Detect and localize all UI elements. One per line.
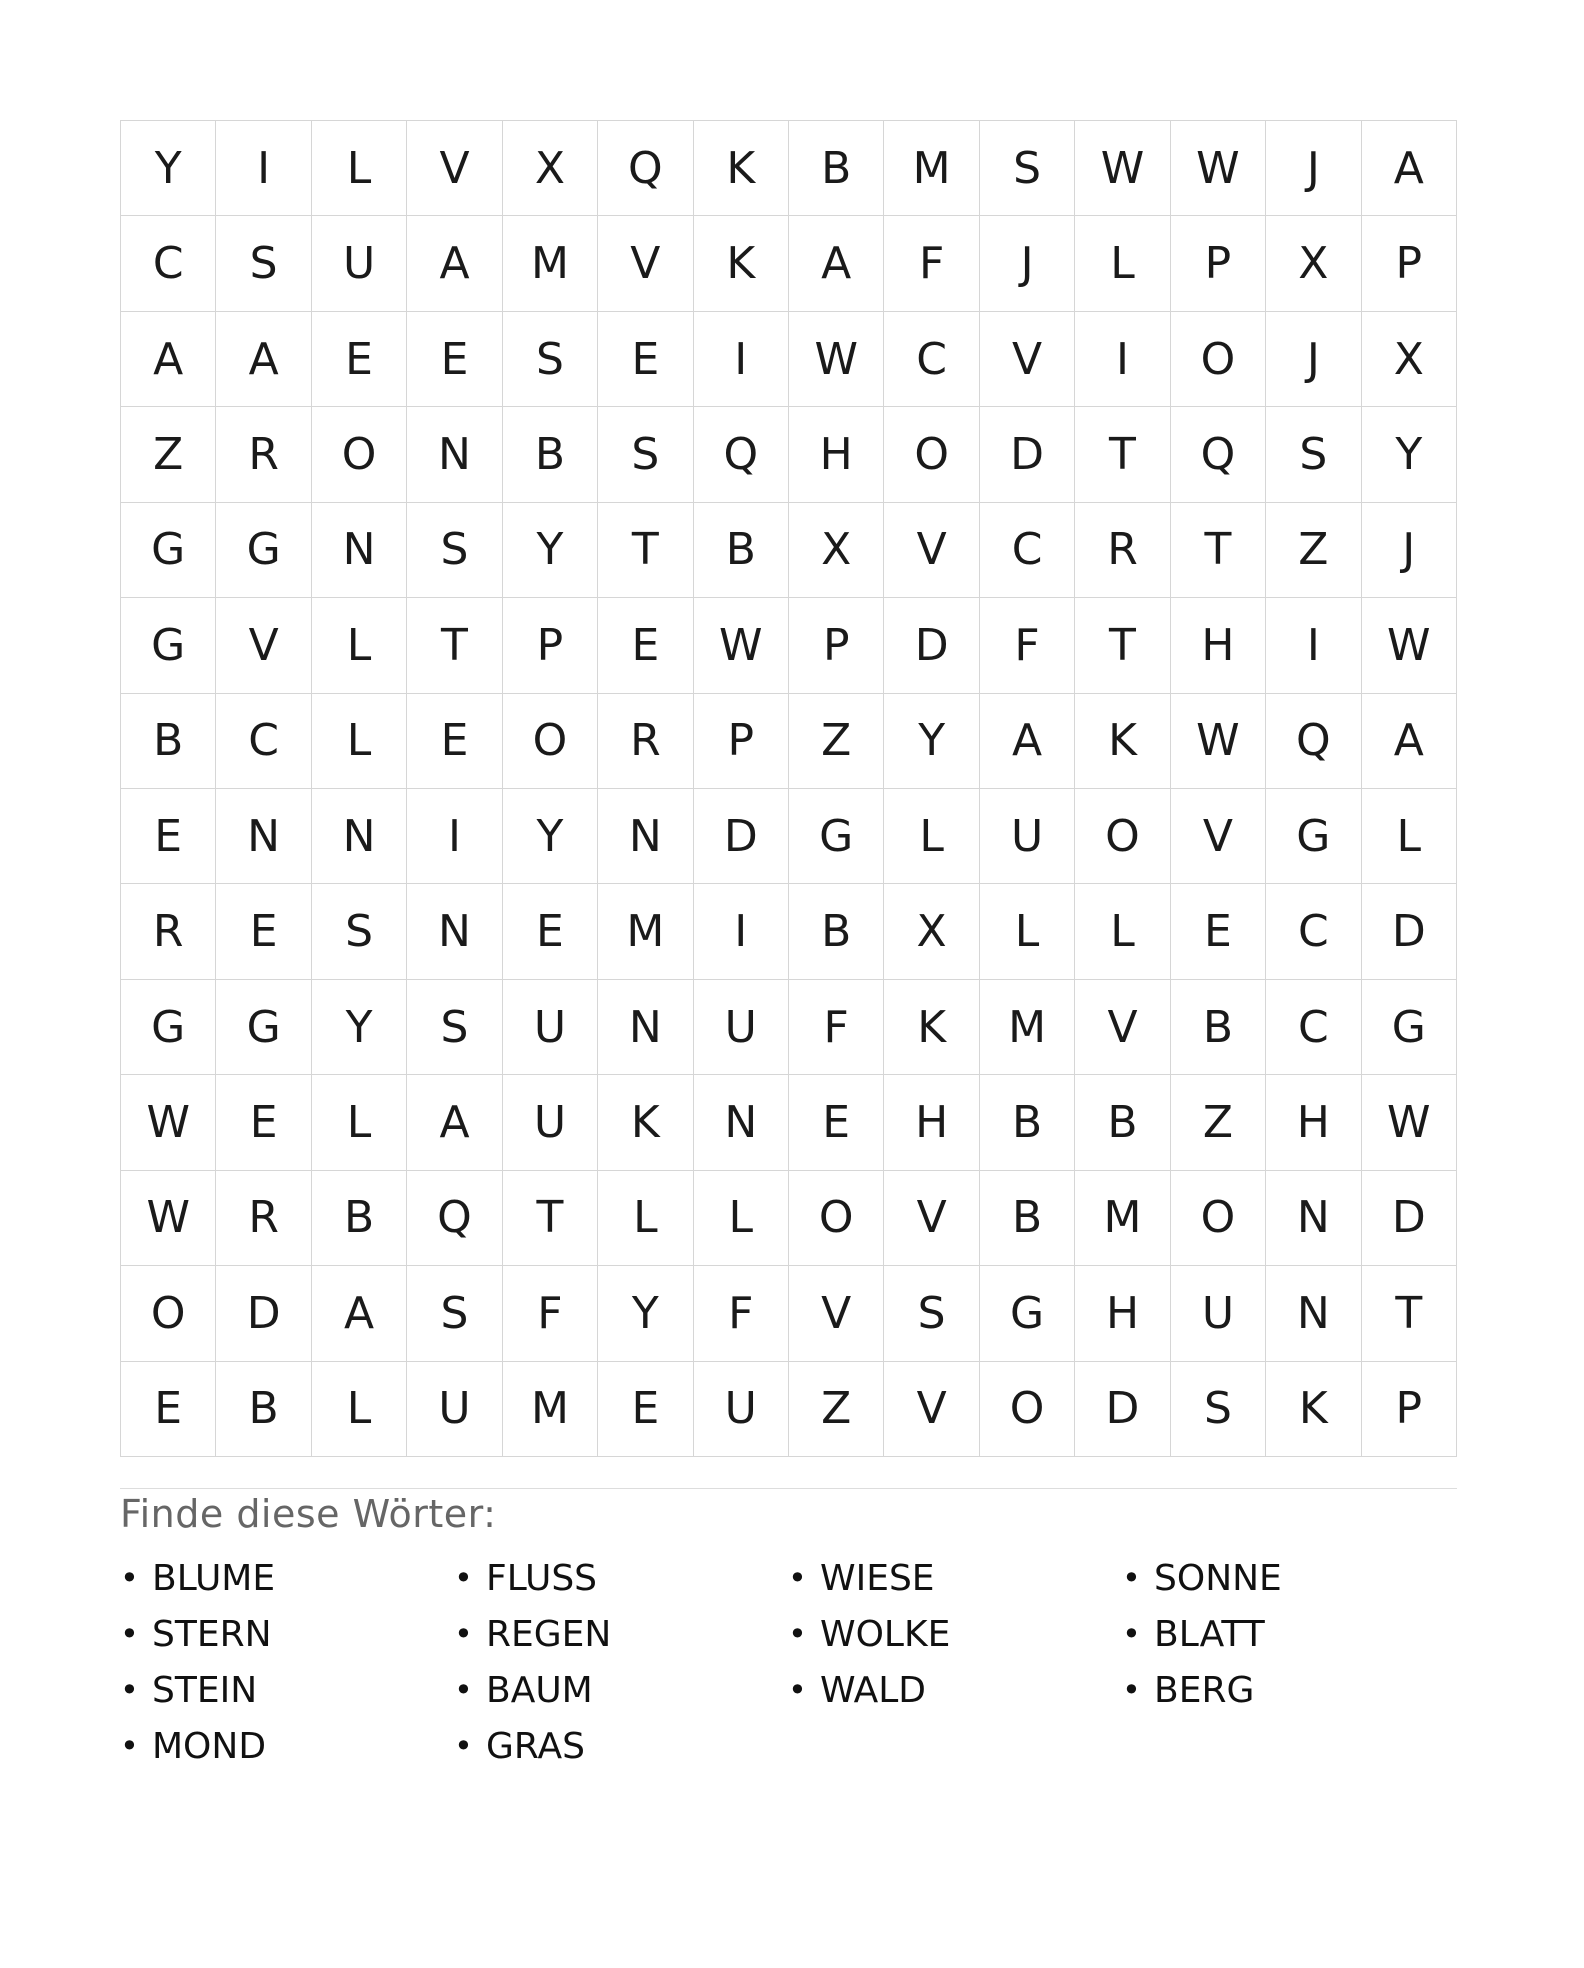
grid-cell[interactable]: X (503, 121, 598, 216)
grid-cell[interactable]: O (884, 407, 979, 502)
grid-cell[interactable]: K (1075, 694, 1170, 789)
grid-cell[interactable]: L (312, 598, 407, 693)
grid-cell[interactable]: I (1266, 598, 1361, 693)
grid-cell[interactable]: M (1075, 1171, 1170, 1266)
word-label: BAUM (486, 1669, 593, 1711)
grid-cell[interactable]: N (598, 789, 693, 884)
word-list-item (454, 1606, 788, 1662)
grid-cell[interactable]: Y (1362, 407, 1457, 502)
bullet-icon: • (1122, 1615, 1141, 1653)
grid-cell[interactable]: G (1266, 789, 1361, 884)
grid-cell[interactable]: O (121, 1266, 216, 1361)
word-label: WALD (820, 1669, 927, 1711)
grid-cell[interactable]: W (789, 312, 884, 407)
grid-cell[interactable]: T (598, 503, 693, 598)
grid-cell[interactable]: A (1362, 694, 1457, 789)
grid-cell[interactable]: E (789, 1075, 884, 1170)
grid-cell[interactable]: M (980, 980, 1075, 1075)
grid-cell[interactable]: Q (694, 407, 789, 502)
grid-cell[interactable]: T (407, 598, 502, 693)
grid-cell[interactable]: K (884, 980, 979, 1075)
grid-cell[interactable]: K (1266, 1362, 1361, 1457)
grid-cell[interactable]: J (980, 216, 1075, 311)
grid-cell[interactable]: E (121, 789, 216, 884)
grid-cell[interactable]: W (1171, 694, 1266, 789)
word-list-item (788, 1550, 1122, 1606)
grid-cell[interactable]: T (1171, 503, 1266, 598)
word-label: STEIN (152, 1669, 258, 1711)
grid-cell[interactable]: Z (789, 694, 884, 789)
grid-cell[interactable]: Z (121, 407, 216, 502)
bullet-icon: • (120, 1727, 139, 1765)
word-list-item (1122, 1662, 1456, 1718)
grid-cell[interactable]: L (312, 1362, 407, 1457)
grid-cell[interactable]: D (1362, 884, 1457, 979)
grid-cell[interactable]: S (312, 884, 407, 979)
bullet-icon: • (454, 1727, 473, 1765)
grid-cell[interactable]: T (503, 1171, 598, 1266)
grid-cell[interactable]: S (407, 980, 502, 1075)
word-list-item (1122, 1606, 1456, 1662)
grid-cell[interactable]: P (694, 694, 789, 789)
grid-cell[interactable]: V (789, 1266, 884, 1361)
grid-cell[interactable]: M (598, 884, 693, 979)
grid-cell[interactable]: H (1266, 1075, 1361, 1170)
grid-cell[interactable]: E (407, 694, 502, 789)
word-list-item (454, 1662, 788, 1718)
grid-cell[interactable]: D (694, 789, 789, 884)
grid-cell[interactable]: G (121, 598, 216, 693)
grid-cell[interactable]: C (884, 312, 979, 407)
grid-cell[interactable]: L (980, 884, 1075, 979)
grid-cell[interactable]: S (980, 121, 1075, 216)
grid-cell[interactable]: E (598, 312, 693, 407)
grid-cell[interactable]: T (1075, 407, 1170, 502)
grid-cell[interactable]: D (884, 598, 979, 693)
grid-cell[interactable]: Y (884, 694, 979, 789)
grid-cell[interactable]: W (694, 598, 789, 693)
grid-cell[interactable]: B (789, 884, 884, 979)
grid-cell[interactable]: S (407, 1266, 502, 1361)
word-list-item (454, 1550, 788, 1606)
grid-cell[interactable]: L (1075, 884, 1170, 979)
bullet-icon: • (120, 1559, 139, 1597)
word-list-item (788, 1606, 1122, 1662)
grid-cell[interactable]: U (980, 789, 1075, 884)
grid-cell[interactable]: V (980, 312, 1075, 407)
grid-cell[interactable]: B (789, 121, 884, 216)
word-label: REGEN (486, 1613, 612, 1655)
grid-cell[interactable]: P (1171, 216, 1266, 311)
grid-cell[interactable]: V (884, 503, 979, 598)
grid-cell[interactable]: L (312, 121, 407, 216)
grid-cell[interactable]: Q (1171, 407, 1266, 502)
grid-cell[interactable]: N (312, 789, 407, 884)
grid-cell[interactable]: B (121, 694, 216, 789)
grid-cell[interactable]: D (1362, 1171, 1457, 1266)
word-label: MOND (152, 1725, 267, 1767)
grid-cell[interactable]: B (980, 1075, 1075, 1170)
grid-cell[interactable]: L (884, 789, 979, 884)
grid-cell[interactable]: M (503, 216, 598, 311)
grid-cell[interactable]: C (121, 216, 216, 311)
grid-cell[interactable]: L (312, 1075, 407, 1170)
grid-cell[interactable]: J (1266, 121, 1361, 216)
word-list-item (120, 1718, 454, 1774)
grid-cell[interactable]: B (503, 407, 598, 502)
grid-cell[interactable]: N (1266, 1266, 1361, 1361)
grid-cell[interactable]: S (216, 216, 311, 311)
grid-cell[interactable]: O (1171, 1171, 1266, 1266)
word-list (120, 1550, 1457, 1774)
grid-cell[interactable]: I (694, 884, 789, 979)
grid-cell[interactable]: K (598, 1075, 693, 1170)
grid-cell[interactable]: W (1362, 1075, 1457, 1170)
grid-cell[interactable]: H (1075, 1266, 1170, 1361)
grid-cell[interactable]: E (598, 1362, 693, 1457)
grid-cell[interactable]: D (216, 1266, 311, 1361)
grid-cell[interactable]: J (1266, 312, 1361, 407)
grid-cell[interactable]: M (884, 121, 979, 216)
grid-cell[interactable]: M (503, 1362, 598, 1457)
grid-cell[interactable]: P (1362, 1362, 1457, 1457)
grid-cell[interactable]: X (1266, 216, 1361, 311)
grid-cell[interactable]: K (694, 121, 789, 216)
grid-cell[interactable]: Z (1171, 1075, 1266, 1170)
grid-cell[interactable]: N (1266, 1171, 1361, 1266)
grid-cell[interactable]: B (1171, 980, 1266, 1075)
word-list-prompt: Finde diese Wörter: (120, 1492, 497, 1536)
grid-cell[interactable]: O (1171, 312, 1266, 407)
bullet-icon: • (120, 1615, 139, 1653)
grid-cell[interactable]: V (1075, 980, 1170, 1075)
grid-cell[interactable]: F (884, 216, 979, 311)
grid-cell[interactable]: N (407, 884, 502, 979)
grid-cell[interactable]: Y (312, 980, 407, 1075)
grid-cell[interactable]: B (980, 1171, 1075, 1266)
grid-cell[interactable]: D (1075, 1362, 1170, 1457)
grid-cell[interactable]: W (121, 1075, 216, 1170)
grid-cell[interactable]: Y (121, 121, 216, 216)
grid-cell[interactable]: U (694, 980, 789, 1075)
grid-cell[interactable]: X (884, 884, 979, 979)
grid-cell[interactable]: I (1075, 312, 1170, 407)
word-label: WOLKE (820, 1613, 951, 1655)
grid-cell[interactable]: A (789, 216, 884, 311)
grid-cell[interactable]: C (1266, 884, 1361, 979)
grid-cell[interactable]: Q (407, 1171, 502, 1266)
grid-cell[interactable]: A (312, 1266, 407, 1361)
bullet-icon: • (788, 1559, 807, 1597)
grid-cell[interactable]: U (1171, 1266, 1266, 1361)
grid-cell[interactable]: P (1362, 216, 1457, 311)
grid-cell[interactable]: L (1075, 216, 1170, 311)
grid-cell[interactable]: L (1362, 789, 1457, 884)
grid-cell[interactable]: E (503, 884, 598, 979)
grid-cell[interactable]: R (216, 1171, 311, 1266)
word-list-item (120, 1662, 454, 1718)
word-label: BLATT (1154, 1613, 1265, 1655)
grid-cell[interactable]: Q (1266, 694, 1361, 789)
grid-cell[interactable]: F (694, 1266, 789, 1361)
grid-cell[interactable]: W (1171, 121, 1266, 216)
grid-cell[interactable]: O (312, 407, 407, 502)
grid-cell[interactable]: Z (789, 1362, 884, 1457)
grid-cell[interactable]: L (312, 694, 407, 789)
bullet-icon: • (788, 1671, 807, 1709)
grid-cell[interactable]: W (121, 1171, 216, 1266)
grid-cell[interactable]: Y (598, 1266, 693, 1361)
grid-cell[interactable]: A (121, 312, 216, 407)
grid-cell[interactable]: G (789, 789, 884, 884)
grid-cell[interactable]: O (503, 694, 598, 789)
grid-cell[interactable]: G (121, 503, 216, 598)
grid-cell[interactable]: H (789, 407, 884, 502)
bullet-icon: • (120, 1671, 139, 1709)
grid-cell[interactable]: H (1171, 598, 1266, 693)
bullet-icon: • (454, 1559, 473, 1597)
grid-cell[interactable]: E (598, 598, 693, 693)
grid-cell[interactable]: B (694, 503, 789, 598)
grid-cell[interactable]: R (1075, 503, 1170, 598)
grid-cell[interactable]: J (1362, 503, 1457, 598)
grid-cell[interactable]: R (216, 407, 311, 502)
grid-cell[interactable]: T (1075, 598, 1170, 693)
grid-cell[interactable]: U (407, 1362, 502, 1457)
bullet-icon: • (1122, 1671, 1141, 1709)
word-label: FLUSS (486, 1557, 598, 1599)
grid-cell[interactable]: G (121, 980, 216, 1075)
grid-cell[interactable]: P (789, 598, 884, 693)
grid-cell[interactable]: R (121, 884, 216, 979)
bullet-icon: • (1122, 1559, 1141, 1597)
grid-cell[interactable]: N (216, 789, 311, 884)
grid-cell[interactable]: Z (1266, 503, 1361, 598)
grid-cell[interactable]: S (1171, 1362, 1266, 1457)
word-label: STERN (152, 1613, 272, 1655)
grid-cell[interactable]: U (503, 1075, 598, 1170)
grid-cell[interactable]: A (407, 1075, 502, 1170)
grid-cell[interactable]: O (980, 1362, 1075, 1457)
word-label: BERG (1154, 1669, 1255, 1711)
word-label: SONNE (1154, 1557, 1282, 1599)
grid-cell[interactable]: C (216, 694, 311, 789)
grid-cell[interactable]: A (1362, 121, 1457, 216)
grid-cell[interactable]: G (216, 503, 311, 598)
grid-cell[interactable]: Y (503, 503, 598, 598)
grid-cell[interactable]: T (1362, 1266, 1457, 1361)
grid-cell[interactable]: S (884, 1266, 979, 1361)
word-label: GRAS (486, 1725, 585, 1767)
grid-cell[interactable]: E (407, 312, 502, 407)
grid-cell[interactable]: V (1171, 789, 1266, 884)
letter-grid (120, 120, 1457, 1457)
word-list-item (1122, 1550, 1456, 1606)
bullet-icon: • (454, 1671, 473, 1709)
grid-cell[interactable]: B (1075, 1075, 1170, 1170)
grid-cell[interactable]: C (1266, 980, 1361, 1075)
grid-cell[interactable]: S (598, 407, 693, 502)
word-list-item (454, 1718, 788, 1774)
grid-cell[interactable]: O (789, 1171, 884, 1266)
divider (120, 1488, 1457, 1489)
grid-cell[interactable]: W (1075, 121, 1170, 216)
grid-cell[interactable]: E (121, 1362, 216, 1457)
bullet-icon: • (788, 1615, 807, 1653)
grid-cell[interactable]: N (312, 503, 407, 598)
grid-cell[interactable]: F (980, 598, 1075, 693)
grid-cell[interactable]: A (407, 216, 502, 311)
grid-cell[interactable]: G (980, 1266, 1075, 1361)
grid-cell[interactable]: S (503, 312, 598, 407)
word-list-item (788, 1662, 1122, 1718)
grid-cell[interactable]: U (312, 216, 407, 311)
grid-cell[interactable]: A (980, 694, 1075, 789)
grid-cell[interactable]: F (503, 1266, 598, 1361)
grid-cell[interactable]: L (598, 1171, 693, 1266)
grid-cell[interactable]: Y (503, 789, 598, 884)
grid-cell[interactable]: S (407, 503, 502, 598)
grid-cell[interactable]: N (598, 980, 693, 1075)
grid-cell[interactable]: O (1075, 789, 1170, 884)
grid-cell[interactable]: E (216, 1075, 311, 1170)
grid-cell[interactable]: G (1362, 980, 1457, 1075)
grid-cell[interactable]: D (980, 407, 1075, 502)
grid-cell[interactable]: I (694, 312, 789, 407)
grid-cell[interactable]: R (598, 694, 693, 789)
grid-cell[interactable]: K (694, 216, 789, 311)
grid-cell[interactable]: B (312, 1171, 407, 1266)
grid-cell[interactable]: G (216, 980, 311, 1075)
grid-cell[interactable]: V (598, 216, 693, 311)
grid-cell[interactable]: X (789, 503, 884, 598)
grid-cell[interactable]: Q (598, 121, 693, 216)
word-label: WIESE (820, 1557, 935, 1599)
grid-cell[interactable]: E (216, 884, 311, 979)
grid-cell[interactable]: C (980, 503, 1075, 598)
grid-cell[interactable]: N (407, 407, 502, 502)
grid-cell[interactable]: L (694, 1171, 789, 1266)
grid-cell[interactable]: P (503, 598, 598, 693)
grid-cell[interactable]: F (789, 980, 884, 1075)
word-list-item (120, 1606, 454, 1662)
grid-cell[interactable]: U (694, 1362, 789, 1457)
grid-cell[interactable]: V (216, 598, 311, 693)
grid-cell[interactable]: A (216, 312, 311, 407)
grid-cell[interactable]: B (216, 1362, 311, 1457)
grid-cell[interactable]: E (1171, 884, 1266, 979)
grid-cell[interactable]: V (407, 121, 502, 216)
word-list-item (120, 1550, 454, 1606)
grid-cell[interactable]: U (503, 980, 598, 1075)
grid-cell[interactable]: V (884, 1362, 979, 1457)
grid-cell[interactable]: V (884, 1171, 979, 1266)
grid-cell[interactable]: W (1362, 598, 1457, 693)
grid-cell[interactable]: N (694, 1075, 789, 1170)
grid-cell[interactable]: I (216, 121, 311, 216)
grid-cell[interactable]: E (312, 312, 407, 407)
grid-cell[interactable]: H (884, 1075, 979, 1170)
bullet-icon: • (454, 1615, 473, 1653)
grid-cell[interactable]: I (407, 789, 502, 884)
grid-cell[interactable]: X (1362, 312, 1457, 407)
grid-cell[interactable]: S (1266, 407, 1361, 502)
word-label: BLUME (152, 1557, 276, 1599)
